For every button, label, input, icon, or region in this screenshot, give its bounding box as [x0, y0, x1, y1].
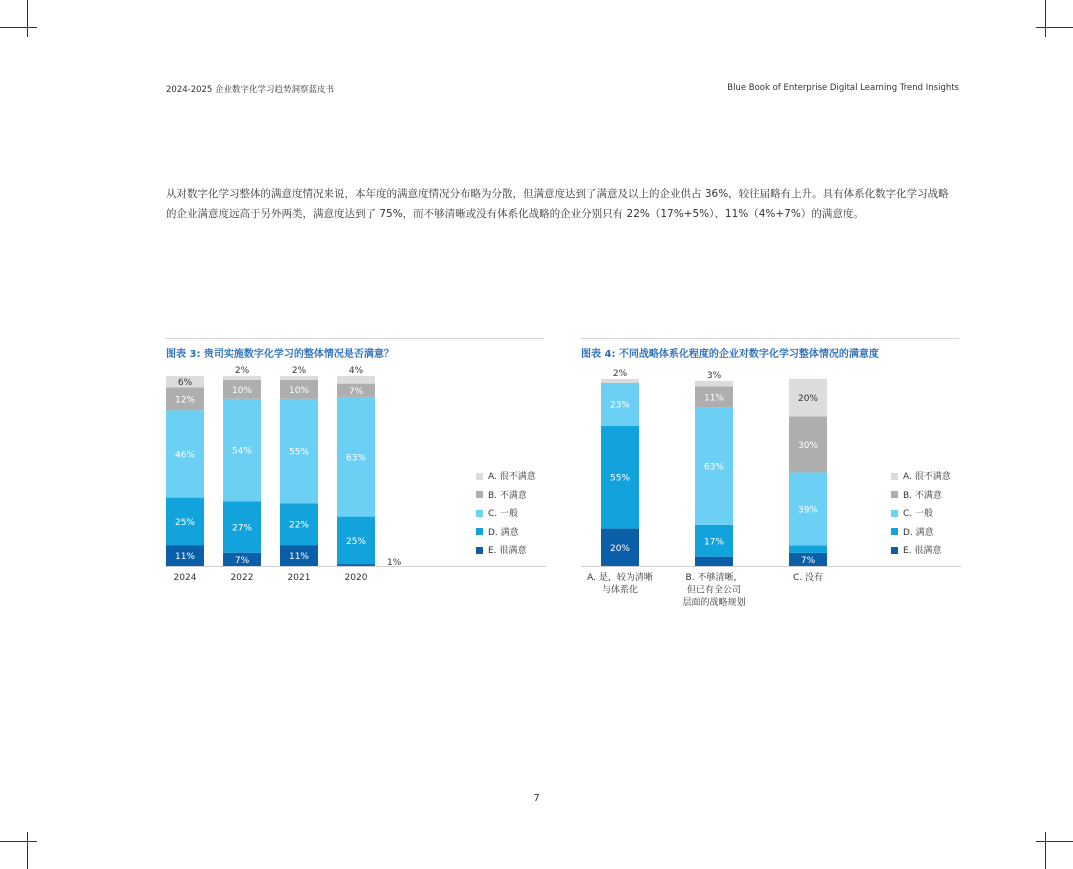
- legend-item: [476, 528, 536, 547]
- crop-mark: [1045, 832, 1046, 869]
- bar-segment: [223, 376, 261, 380]
- data-label: 46%: [174, 450, 196, 461]
- data-label: 10%: [231, 385, 253, 396]
- legend-item: [891, 472, 951, 491]
- chart3-top-rule: [166, 338, 544, 339]
- legend-item: [891, 528, 951, 547]
- data-label: 2%: [234, 366, 250, 376]
- data-label: 11%: [174, 552, 196, 563]
- bar-segment: [789, 545, 827, 552]
- data-label: 63%: [703, 462, 725, 473]
- legend-swatch: [476, 491, 483, 498]
- legend-swatch: [476, 473, 483, 480]
- chart4-plot: [581, 365, 881, 610]
- crop-mark: [27, 832, 28, 869]
- data-label: 30%: [797, 440, 819, 451]
- legend-item: [476, 546, 536, 565]
- crop-mark: [0, 27, 37, 28]
- data-label: 63%: [345, 453, 367, 464]
- legend-swatch: [891, 473, 898, 480]
- data-label: 25%: [345, 536, 367, 547]
- category-label: 2021: [287, 573, 311, 583]
- data-label: 55%: [288, 447, 310, 458]
- legend-swatch: [891, 547, 898, 554]
- legend-label: C. 一般: [903, 509, 934, 519]
- data-label: 4%: [348, 366, 364, 376]
- data-label: 7%: [234, 555, 250, 566]
- data-label: 2%: [612, 369, 628, 379]
- legend-label: D. 满意: [903, 527, 934, 538]
- chart3-legend: [476, 472, 536, 565]
- data-label: 17%: [703, 537, 725, 548]
- running-header-right: Blue Book of Enterprise Digital Learning Trend Insights: [727, 83, 959, 93]
- bar-segment: [337, 376, 375, 384]
- bar-segment: [601, 379, 639, 383]
- crop-mark: [1036, 27, 1073, 28]
- legend-label: E. 很满意: [903, 546, 942, 556]
- crop-mark: [1036, 841, 1073, 842]
- legend-label: D. 满意: [488, 527, 519, 538]
- chart4-top-rule: [581, 338, 959, 339]
- legend-label: B. 不满意: [903, 490, 942, 501]
- data-label: 23%: [609, 400, 631, 411]
- data-label: 12%: [174, 395, 196, 406]
- data-label: 39%: [797, 505, 819, 516]
- data-label: 6%: [177, 378, 193, 389]
- bar-segment: [695, 557, 733, 566]
- crop-mark: [27, 0, 28, 37]
- legend-item: [476, 491, 536, 510]
- bar-segment: [337, 564, 375, 566]
- category-label: A. 是，较为清晰: [587, 573, 653, 583]
- bar-segment: [695, 381, 733, 387]
- data-label: 54%: [231, 446, 253, 457]
- bar-segment: [280, 376, 318, 380]
- legend-item: [476, 509, 536, 528]
- data-label: 11%: [703, 393, 725, 404]
- chart4-legend: [891, 472, 951, 565]
- data-label: 2%: [291, 366, 307, 376]
- category-label: 2024: [173, 573, 197, 583]
- chart3-plot: [166, 365, 466, 600]
- data-label: 27%: [231, 523, 253, 534]
- legend-swatch: [891, 491, 898, 498]
- legend-label: E. 很满意: [488, 546, 527, 556]
- page-number: 7: [533, 793, 540, 804]
- intro-line-2: 的企业满意度远高于另外两类，满意度达到了 75%，而不够清晰或没有体系化战略的企业分别只有 22%（17%+5%）、11%（4%+7%）的满意度。: [166, 208, 864, 220]
- legend-label: C. 一般: [488, 509, 519, 519]
- data-label: 11%: [288, 552, 310, 563]
- legend-swatch: [476, 528, 483, 535]
- legend-swatch: [891, 528, 898, 535]
- data-label: 20%: [797, 394, 819, 405]
- category-label: 层面的战略规划: [682, 598, 746, 608]
- data-label: 55%: [609, 473, 631, 484]
- data-label: 22%: [288, 520, 310, 531]
- legend-item: [891, 509, 951, 528]
- crop-mark: [1045, 0, 1046, 37]
- data-label: 7%: [348, 386, 364, 397]
- crop-mark: [0, 841, 37, 842]
- category-label: 2022: [230, 573, 254, 583]
- category-label: 2020: [344, 573, 368, 583]
- legend-item: [476, 472, 536, 491]
- legend-swatch: [891, 510, 898, 517]
- intro-line-1: 从对数字化学习整体的满意度情况来说，本年度的满意度情况分布略为分散，但满意度达到了满意及以上的企业供占 36%，较往届略有上升。具有体系化数字化学习战略: [166, 188, 949, 200]
- legend-swatch: [476, 547, 483, 554]
- legend-label: A. 很不满意: [903, 472, 951, 482]
- category-label: B. 不够清晰，: [685, 573, 743, 583]
- legend-item: [891, 491, 951, 510]
- chart4-title: 图表 4: 不同战略体系化程度的企业对数字化学习整体情况的满意度: [581, 349, 879, 360]
- legend-label: B. 不满意: [488, 490, 527, 501]
- legend-item: [891, 546, 951, 565]
- data-label: 25%: [174, 517, 196, 528]
- legend-label: A. 很不满意: [488, 472, 536, 482]
- data-label: 7%: [800, 555, 816, 566]
- data-label: 20%: [609, 543, 631, 554]
- legend-swatch: [476, 510, 483, 517]
- category-label: C. 没有: [792, 573, 824, 583]
- intro-paragraph: [166, 184, 966, 224]
- data-label: 1%: [387, 558, 402, 568]
- category-label: 但已有全公司: [686, 585, 742, 596]
- data-label: 10%: [288, 385, 310, 396]
- data-label: 3%: [706, 370, 722, 381]
- category-label: 与体系化: [601, 585, 639, 596]
- chart3-title: 图表 3: 贵司实施数字化学习的整体情况是否满意？: [166, 349, 394, 360]
- running-header-left: 2024-2025 企业数字化学习趋势洞察蓝皮书: [166, 85, 335, 95]
